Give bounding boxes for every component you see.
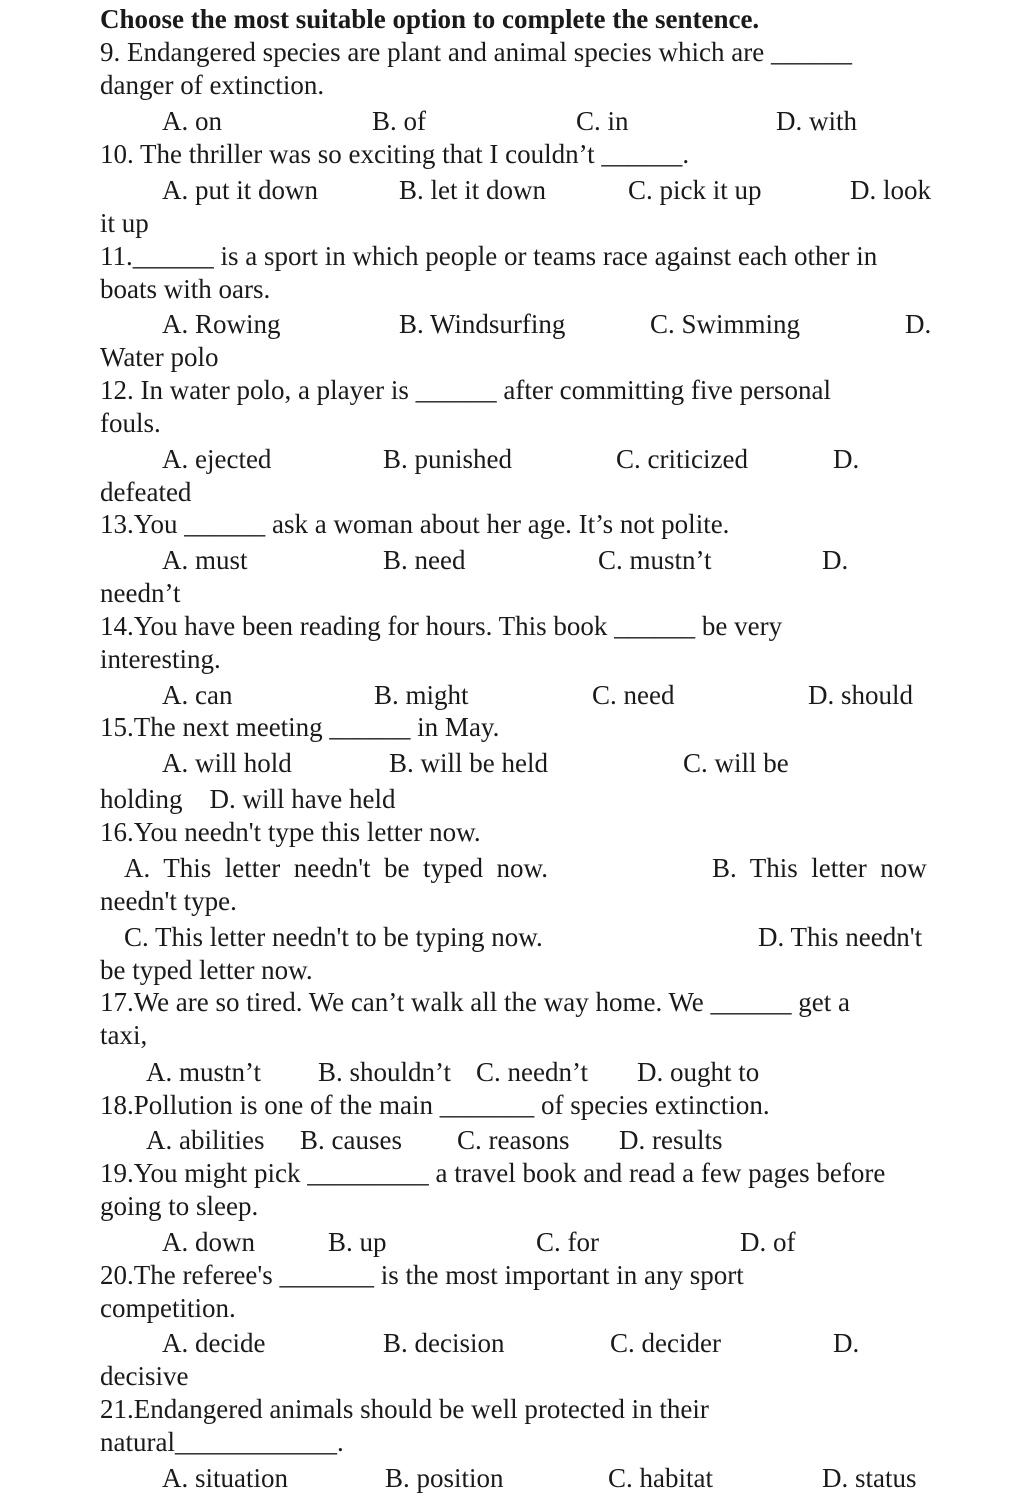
q12-option-b: B. punished: [383, 444, 513, 474]
question-17-text: 17.We are so tired. We can’t walk all the way home. We ______ get a: [100, 987, 851, 1017]
q14-option-c: C. need: [592, 680, 675, 710]
q21-option-c: C. habitat: [608, 1463, 713, 1493]
q16-option-a: A. This letter needn't be typed now.: [124, 853, 549, 883]
q11-option-d-cont: Water polo: [100, 342, 219, 372]
q10-option-d-cont: it up: [100, 208, 149, 238]
q15-option-a: A. will hold: [162, 748, 292, 778]
q10-option-c: C. pick it up: [628, 175, 762, 205]
q10-option-d: D. look: [850, 175, 931, 205]
question-15-text: 15.The next meeting ______ in May.: [100, 712, 500, 742]
q9-option-b: B. of: [372, 106, 426, 136]
q12-option-d: D.: [833, 444, 860, 474]
q12-option-c: C. criticized: [616, 444, 748, 474]
question-19-text-cont: going to sleep.: [100, 1191, 259, 1221]
q11-option-a: A. Rowing: [162, 309, 281, 339]
q13-option-b: B. need: [383, 545, 466, 575]
question-19-text: 19.You might pick _________ a travel book and read a few pages before: [100, 1158, 886, 1188]
q13-option-c: C. mustn’t: [598, 545, 712, 575]
q12-option-d-cont: defeated: [100, 477, 192, 507]
q16-option-d-cont: be typed letter now.: [100, 955, 313, 985]
question-13-text: 13.You ______ ask a woman about her age. It’s not polite.: [100, 509, 730, 539]
q19-option-b: B. up: [328, 1227, 387, 1257]
question-11-text-cont: boats with oars.: [100, 274, 271, 304]
q20-option-d: D.: [833, 1328, 860, 1358]
q16-option-b: B. This letter now: [712, 853, 927, 883]
q11-option-d: D.: [905, 309, 932, 339]
q15-option-c: C. will be: [683, 748, 789, 778]
q21-option-d: D. status: [822, 1463, 917, 1493]
q20-option-b: B. decision: [383, 1328, 505, 1358]
q17-option-a: A. mustn’t: [146, 1057, 262, 1087]
q10-option-b: B. let it down: [399, 175, 546, 205]
question-21-text: 21.Endangered animals should be well protected in their: [100, 1394, 709, 1424]
q14-option-a: A. can: [162, 680, 233, 710]
question-20-text: 20.The referee's _______ is the most important in any sport: [100, 1260, 744, 1290]
q17-option-b: B. shouldn’t: [318, 1057, 452, 1087]
q18-option-d: D. results: [619, 1125, 723, 1155]
question-9-text-cont: danger of extinction.: [100, 70, 325, 100]
q19-option-d: D. of: [740, 1227, 796, 1257]
q20-option-c: C. decider: [610, 1328, 721, 1358]
q9-option-c: C. in: [576, 106, 629, 136]
question-10-text: 10. The thriller was so exciting that I couldn’t ______.: [100, 139, 690, 169]
question-9-text: 9. Endangered species are plant and animal species which are ______: [100, 37, 852, 67]
q13-option-a: A. must: [162, 545, 248, 575]
q11-option-c: C. Swimming: [650, 309, 801, 339]
question-17-text-cont: taxi,: [100, 1020, 148, 1050]
question-21-text-cont: natural____________.: [100, 1427, 344, 1457]
question-12-text: 12. In water polo, a player is ______ after committing five personal: [100, 375, 832, 405]
question-14-text-cont: interesting.: [100, 644, 221, 674]
q14-option-d: D. should: [808, 680, 914, 710]
question-18-text: 18.Pollution is one of the main _______ of species extinction.: [100, 1090, 770, 1120]
q21-option-a: A. situation: [162, 1463, 288, 1493]
q12-option-a: A. ejected: [162, 444, 272, 474]
q18-option-b: B. causes: [300, 1125, 402, 1155]
question-16-text: 16.You needn't type this letter now.: [100, 817, 481, 847]
q10-option-a: A. put it down: [162, 175, 319, 205]
q9-option-a: A. on: [162, 106, 222, 136]
q16-option-c: C. This letter needn't to be typing now.: [124, 922, 543, 952]
q13-option-d-cont: needn’t: [100, 578, 181, 608]
q17-option-d: D. ought to: [637, 1057, 760, 1087]
question-12-text-cont: fouls.: [100, 408, 161, 438]
q15-option-b: B. will be held: [389, 748, 548, 778]
q17-option-c: C. needn’t: [476, 1057, 588, 1087]
section-heading: Choose the most suitable option to complete the sentence.: [100, 4, 760, 34]
q14-option-b: B. might: [374, 680, 469, 710]
q18-option-c: C. reasons: [457, 1125, 570, 1155]
q13-option-d: D.: [822, 545, 849, 575]
q21-option-b: B. position: [385, 1463, 504, 1493]
question-11-text: 11.______ is a sport in which people or teams race against each other in: [100, 241, 878, 271]
question-20-text-cont: competition.: [100, 1293, 236, 1323]
q19-option-a: A. down: [162, 1227, 255, 1257]
q16-option-b-cont: needn't type.: [100, 886, 237, 916]
q20-option-a: A. decide: [162, 1328, 266, 1358]
q19-option-c: C. for: [536, 1227, 599, 1257]
q9-option-d: D. with: [776, 106, 857, 136]
q15-option-c-cont: holding D. will have held: [100, 784, 396, 814]
q18-option-a: A. abilities: [146, 1125, 265, 1155]
question-14-text: 14.You have been reading for hours. This book ______ be very: [100, 611, 783, 641]
q20-option-d-cont: decisive: [100, 1361, 189, 1391]
q11-option-b: B. Windsurfing: [399, 309, 566, 339]
q16-option-d: D. This needn't: [758, 922, 923, 952]
